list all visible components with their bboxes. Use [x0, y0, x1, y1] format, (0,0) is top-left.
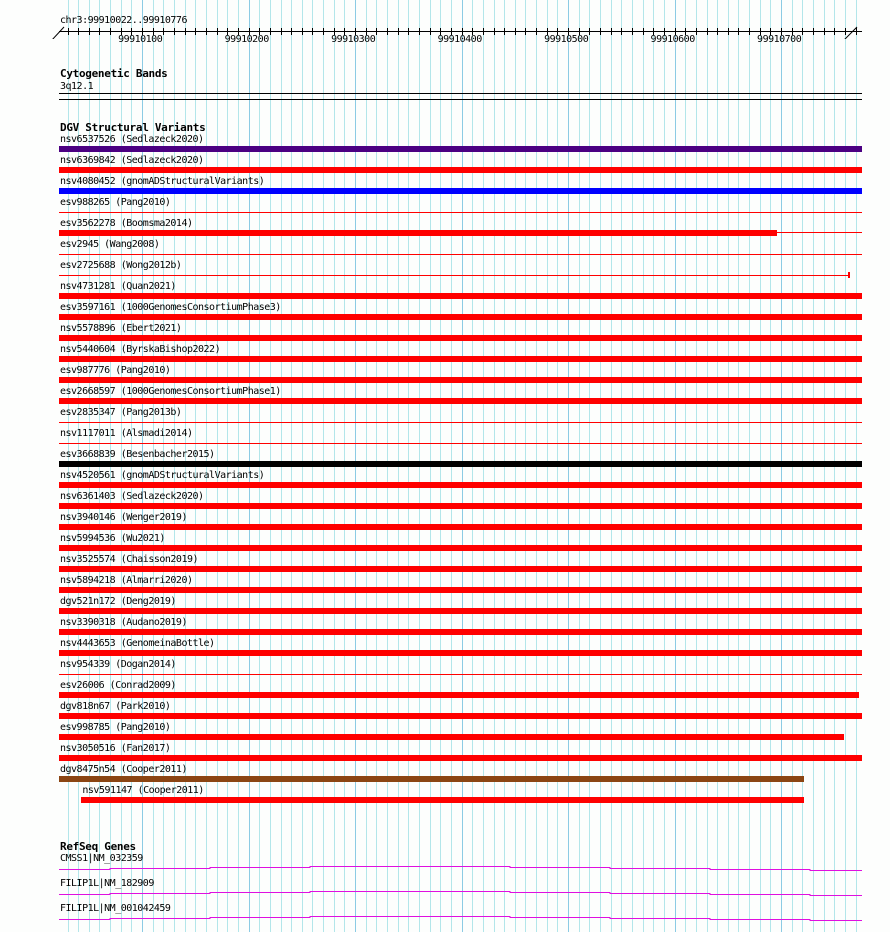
variant-bar[interactable] [81, 797, 804, 803]
feature-label: nsv4443653 (GenomeinaBottle) [60, 638, 215, 649]
feature-label: esv3668839 (Besenbacher2015) [60, 449, 215, 460]
undefined[interactable] [7, 27, 65, 39]
variant-bar[interactable] [59, 755, 862, 761]
variant-bar[interactable] [59, 461, 862, 467]
feature-label: nsv5994536 (Wu2021) [60, 533, 165, 544]
feature-label: nsv5578896 (Ebert2021) [60, 323, 182, 334]
feature-label: nsv4520561 (gnomADStructuralVariants) [60, 470, 265, 481]
variant-bar[interactable] [59, 377, 862, 383]
feature-label: dgv818n67 (Park2010) [60, 701, 171, 712]
feature-label: dgv8475n54 (Cooper2011) [60, 764, 187, 775]
ruler-tick-label: 99910700 [757, 34, 802, 45]
feature-label: nsv591147 (Cooper2011) [82, 785, 204, 796]
refseq-track-title: RefSeq Genes [60, 840, 136, 853]
variant-bar[interactable] [59, 230, 777, 236]
ruler-tick-label: 99910100 [118, 34, 163, 45]
variant-bar[interactable] [59, 587, 862, 593]
variant-line[interactable] [59, 212, 862, 213]
feature-label: esv998785 (Pang2010) [60, 722, 171, 733]
variant-bar[interactable] [59, 692, 859, 698]
variant-bar[interactable] [59, 335, 862, 341]
feature-label: esv988265 (Pang2010) [60, 197, 171, 208]
gene-label: CMSS1|NM_032359 [60, 853, 143, 864]
variant-bar[interactable] [59, 398, 862, 404]
ruler-tick-label: 99910600 [650, 34, 695, 45]
feature-label: nsv4080452 (gnomADStructuralVariants) [60, 176, 265, 187]
feature-label: esv2835347 (Pang2013b) [60, 407, 182, 418]
variant-line[interactable] [777, 232, 862, 233]
gene-label: FILIP1L|NM_001042459 [60, 903, 171, 914]
variant-bar[interactable] [59, 734, 844, 740]
variant-line[interactable] [59, 254, 862, 255]
feature-label: nsv3940146 (Wenger2019) [60, 512, 187, 523]
feature-label: esv3562278 (Boomsma2014) [60, 218, 193, 229]
variant-bar[interactable] [59, 314, 862, 320]
cytoband-bar[interactable] [59, 93, 862, 100]
ruler-tick-label: 99910400 [437, 34, 482, 45]
feature-label: esv2725688 (Wong2012b) [60, 260, 182, 271]
feature-label: nsv5440604 (ByrskaBishop2022) [60, 344, 221, 355]
feature-label: nsv6361403 (Sedlazeck2020) [60, 491, 204, 502]
variant-bar[interactable] [59, 356, 862, 362]
feature-label: esv2668597 (1000GenomesConsortiumPhase1) [60, 386, 281, 397]
ruler-tick-label: 99910200 [224, 34, 269, 45]
feature-label: esv987776 (Pang2010) [60, 365, 171, 376]
variant-line[interactable] [59, 422, 862, 423]
location-label: chr3:99910022..99910776 [60, 15, 187, 26]
cytobands-track-title: Cytogenetic Bands [60, 67, 168, 80]
cytoband-label: 3q12.1 [60, 81, 94, 92]
feature-label: nsv6369842 (Sedlazeck2020) [60, 155, 204, 166]
variant-bar[interactable] [59, 146, 862, 152]
feature-label: dgv521n172 (Deng2019) [60, 596, 176, 607]
variant-bar[interactable] [59, 629, 862, 635]
feature-label: esv2945 (Wang2008) [60, 239, 160, 250]
feature-label: nsv3390318 (Audano2019) [60, 617, 187, 628]
gene-label: FILIP1L|NM_182909 [60, 878, 154, 889]
feature-label: nsv5894218 (Almarri2020) [60, 575, 193, 586]
feature-label: nsv6537526 (Sedlazeck2020) [60, 134, 204, 145]
variant-bar[interactable] [59, 713, 862, 719]
variant-line[interactable] [59, 443, 862, 444]
ruler-tick-label: 99910500 [544, 34, 589, 45]
ruler-tick-label: 99910300 [331, 34, 376, 45]
variant-line[interactable] [59, 674, 862, 675]
variant-bar[interactable] [59, 167, 862, 173]
feature-label: nsv954339 (Dogan2014) [60, 659, 176, 670]
variant-bar[interactable] [59, 503, 862, 509]
feature-label: esv3597161 (1000GenomesConsortiumPhase3) [60, 302, 281, 313]
variant-bar[interactable] [59, 524, 862, 530]
variant-bar[interactable] [59, 608, 862, 614]
dgv-track-title: DGV Structural Variants [60, 121, 206, 134]
feature-label: nsv4731281 (Quan2021) [60, 281, 176, 292]
variant-bar[interactable] [59, 482, 862, 488]
feature-label: nsv3050516 (Fan2017) [60, 743, 171, 754]
variant-bar[interactable] [59, 776, 804, 782]
feature-label: nsv3525574 (Chaisson2019) [60, 554, 199, 565]
feature-label: nsv1117011 (Alsmadi2014) [60, 428, 193, 439]
variant-bar[interactable] [59, 188, 862, 194]
variant-bar[interactable] [59, 545, 862, 551]
variant-bar[interactable] [59, 293, 862, 299]
variant-line[interactable] [59, 275, 850, 276]
feature-label: esv26006 (Conrad2009) [60, 680, 176, 691]
variant-end-cap[interactable] [848, 272, 850, 278]
variant-bar[interactable] [59, 566, 862, 572]
variant-bar[interactable] [59, 650, 862, 656]
